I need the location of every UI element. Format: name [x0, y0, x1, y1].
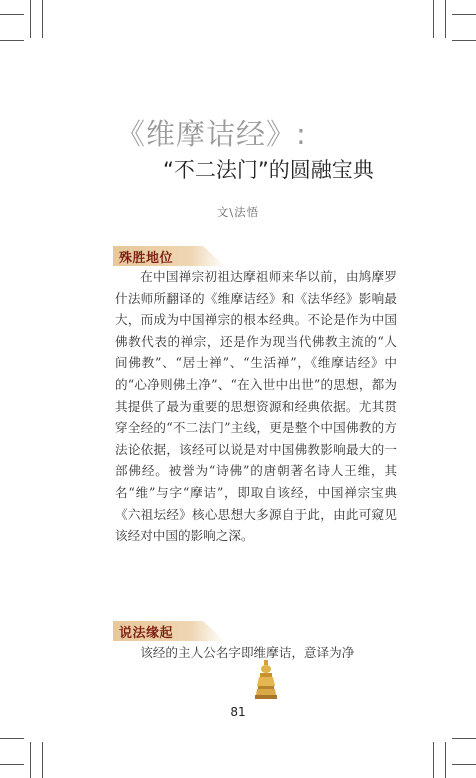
section-heading: 殊胜地位 [119, 251, 174, 266]
crop-mark [433, 0, 434, 38]
crop-mark [30, 742, 31, 778]
page-number: 81 [230, 705, 246, 719]
golden-pagoda-logo-icon [255, 660, 277, 702]
crop-mark [452, 40, 476, 41]
article-title: 《维摩诘经》: [116, 117, 307, 151]
section-heading-tag [113, 246, 225, 266]
crop-mark [30, 0, 31, 38]
crop-mark [0, 764, 24, 765]
crop-mark [0, 40, 24, 41]
crop-mark [42, 742, 43, 778]
paragraph: 该经的主人公名字即维摩诘，意译为净 [140, 645, 355, 660]
crop-mark [0, 14, 24, 15]
section-heading-tag [113, 621, 225, 641]
crop-mark [445, 742, 446, 778]
section-heading: 说法缘起 [119, 626, 174, 641]
crop-mark [0, 738, 24, 739]
article-subtitle: “不二法门”的圆融宝典 [163, 158, 374, 182]
crop-mark [433, 742, 434, 778]
crop-mark [452, 738, 476, 739]
crop-mark [42, 0, 43, 38]
section-body [115, 266, 397, 547]
paragraph: 在中国禅宗初祖达摩祖师来华以前，由鸠摩罗什法师所翻译的《维摩诘经》和《法华经》影响最大，而成为中国禅宗的根本经典。不论是作为中国佛教代表的禅宗，还是作为现当代佛教主流的“人间佛教”、“居士禅”、“生活禅”，《维摩诘经》中的“心净则佛土净”、“在入世中出世”的思想，都为其提供了最为重要的思想资源和经典依据。尤其贯穿全经的“不二法门”主线，更是整个中国佛教的方法论依据，该经可以说是对中国佛教影响最大的一部佛经。被誉为“诗佛”的唐朝著名诗人王维，其名“维”与字“摩诘”，即取自该经，中国禅宗宝典《六祖坛经》核心思想大多源自于此，由此可窥见该经对中国的影响之深。 [115, 269, 397, 544]
crop-mark [452, 14, 476, 15]
crop-mark [452, 764, 476, 765]
crop-mark [445, 0, 446, 38]
author-line: 文\法悟 [216, 205, 260, 219]
